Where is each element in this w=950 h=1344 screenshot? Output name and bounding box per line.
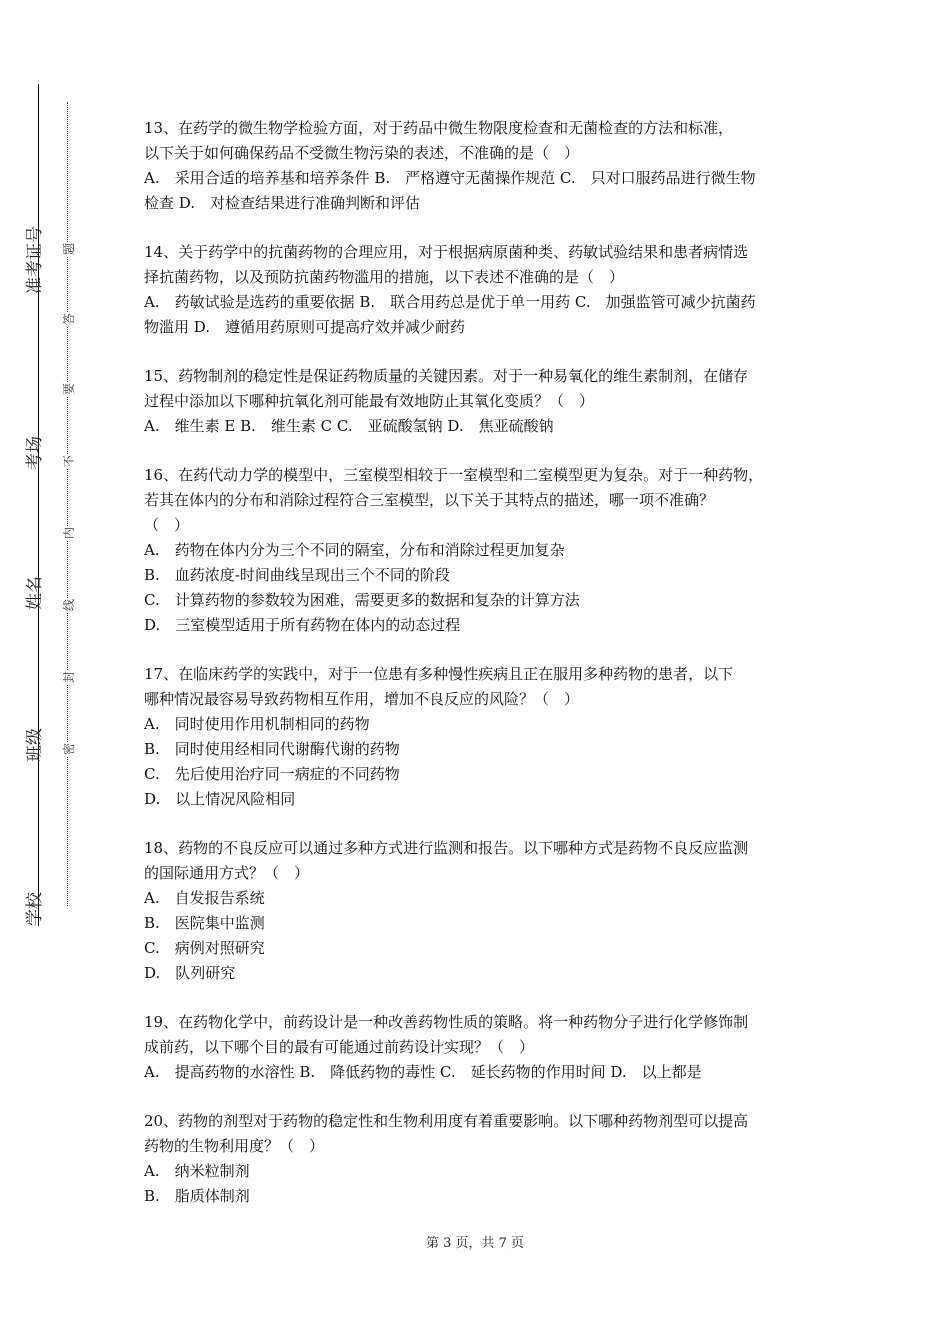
option-b: B. 血药浓度-时间曲线呈现出三个不同的阶段 [144,566,450,584]
option-d: D. 队列研究 [144,964,236,982]
field-exam-room: 考场 [25,436,45,470]
option-a: A. 自发报告系统 [144,889,265,907]
seal-char: 内 [62,526,76,539]
question-line: 哪种情况最容易导致药物相互作用，增加不良反应的风险？（ ） [144,690,580,708]
option-b: B. 医院集中监测 [144,914,265,932]
option-c: C. 先后使用治疗同一病症的不同药物 [144,765,400,783]
question-line: 14、关于药学中的抗菌药物的合理应用，对于根据病原菌种类、药敏试验结果和患者病情选 [144,243,749,261]
option-a: A. 纳米粒制剂 [144,1162,250,1180]
option-line: A. 维生素 E B. 维生素 C C. 亚硫酸氢钠 D. 焦亚硫酸钠 [144,417,554,435]
question-line: 的国际通用方式？（ ） [144,864,310,882]
question-13 [144,116,814,216]
seal-char: 密 [62,742,76,755]
seal-char: 答 [62,312,76,325]
question-17 [144,662,814,812]
field-school: 学校 [25,892,45,926]
option-c: C. 病例对照研究 [144,939,265,957]
binding-seal-line [67,102,69,906]
option-a: A. 同时使用作用机制相同的药物 [144,715,370,733]
question-line: 18、药物的不良反应可以通过多种方式进行监测和报告。以下哪种方式是药物不良反应监测 [144,839,749,857]
page-number: 第 3 页，共 7 页 [425,1236,525,1251]
option-b: B. 脂质体制剂 [144,1187,250,1205]
option-line: 物滥用 D. 遵循用药原则可提高疗效并减少耐药 [144,318,466,336]
question-line: 15、药物制剂的稳定性是保证药物质量的关键因素。对于一种易氧化的维生素制剂，在储存 [144,367,749,385]
option-line: A. 采用合适的培养基和培养条件 B. 严格遵守无菌操作规范 C. 只对口服药品进行微生物 [144,169,756,187]
question-14 [144,240,814,340]
seal-char: 线 [62,598,76,611]
question-line: 以下关于如何确保药品不受微生物污染的表述，不准确的是（ ） [144,144,580,162]
seal-char: 封 [62,670,76,683]
question-15 [144,364,814,439]
binding-outer-line [38,84,39,926]
question-line: 择抗菌药物，以及预防抗菌药物滥用的措施，以下表述不准确的是（ ） [144,268,625,286]
option-b: B. 同时使用经相同代谢酶代谢的药物 [144,740,400,758]
question-line: 13、在药学的微生物学检验方面，对于药品中微生物限度检查和无菌检查的方法和标准， [144,119,734,137]
question-line: 若其在体内的分布和消除过程符合三室模型，以下关于其特点的描述，哪一项不准确？ [144,491,715,509]
field-name: 姓名 [25,576,45,610]
option-line: A. 药敏试验是选药的重要依据 B. 联合用药总是优于单一用药 C. 加强监管可减少抗菌药 [144,293,756,311]
seal-char: 题 [62,242,76,255]
question-20 [144,1109,814,1209]
option-line: 检查 D. 对检查结果进行准确判断和评估 [144,194,421,212]
question-19 [144,1010,814,1085]
field-exam-id: 准考证号 [25,226,45,294]
question-line: 20、药物的剂型对于药物的稳定性和生物利用度有着重要影响。以下哪种药物剂型可以提高 [144,1112,749,1130]
question-line: 19、在药物化学中，前药设计是一种改善药物性质的策略。将一种药物分子进行化学修饰制 [144,1013,749,1031]
field-class: 班级 [25,728,45,762]
option-d: D. 以上情况风险相同 [144,790,296,808]
question-line: 17、在临床药学的实践中，对于一位患有多种慢性疾病且正在服用多种药物的患者，以下 [144,665,734,683]
option-a: A. 药物在体内分为三个不同的隔室，分布和消除过程更加复杂 [144,541,565,559]
question-line: 药物的生物利用度？（ ） [144,1137,325,1155]
question-line: 16、在药代动力学的模型中，三室模型相较于一室模型和二室模型更为复杂。对于一种药物， [144,466,764,484]
question-line: 过程中添加以下哪种抗氧化剂可能最有效地防止其氧化变质？（ ） [144,392,595,410]
question-16 [144,463,814,638]
question-list [144,116,814,1233]
option-c: C. 计算药物的参数较为困难，需要更多的数据和复杂的计算方法 [144,591,580,609]
question-line: 成前药，以下哪个目的最有可能通过前药设计实现？（ ） [144,1038,535,1056]
seal-char: 要 [62,382,76,395]
seal-char: 不 [62,454,76,467]
question-line: （ ） [144,516,190,534]
option-d: D. 三室模型适用于所有药物在体内的动态过程 [144,616,461,634]
question-18 [144,836,814,986]
option-line: A. 提高药物的水溶性 B. 降低药物的毒性 C. 延长药物的作用时间 D. 以上都是 [144,1063,702,1081]
